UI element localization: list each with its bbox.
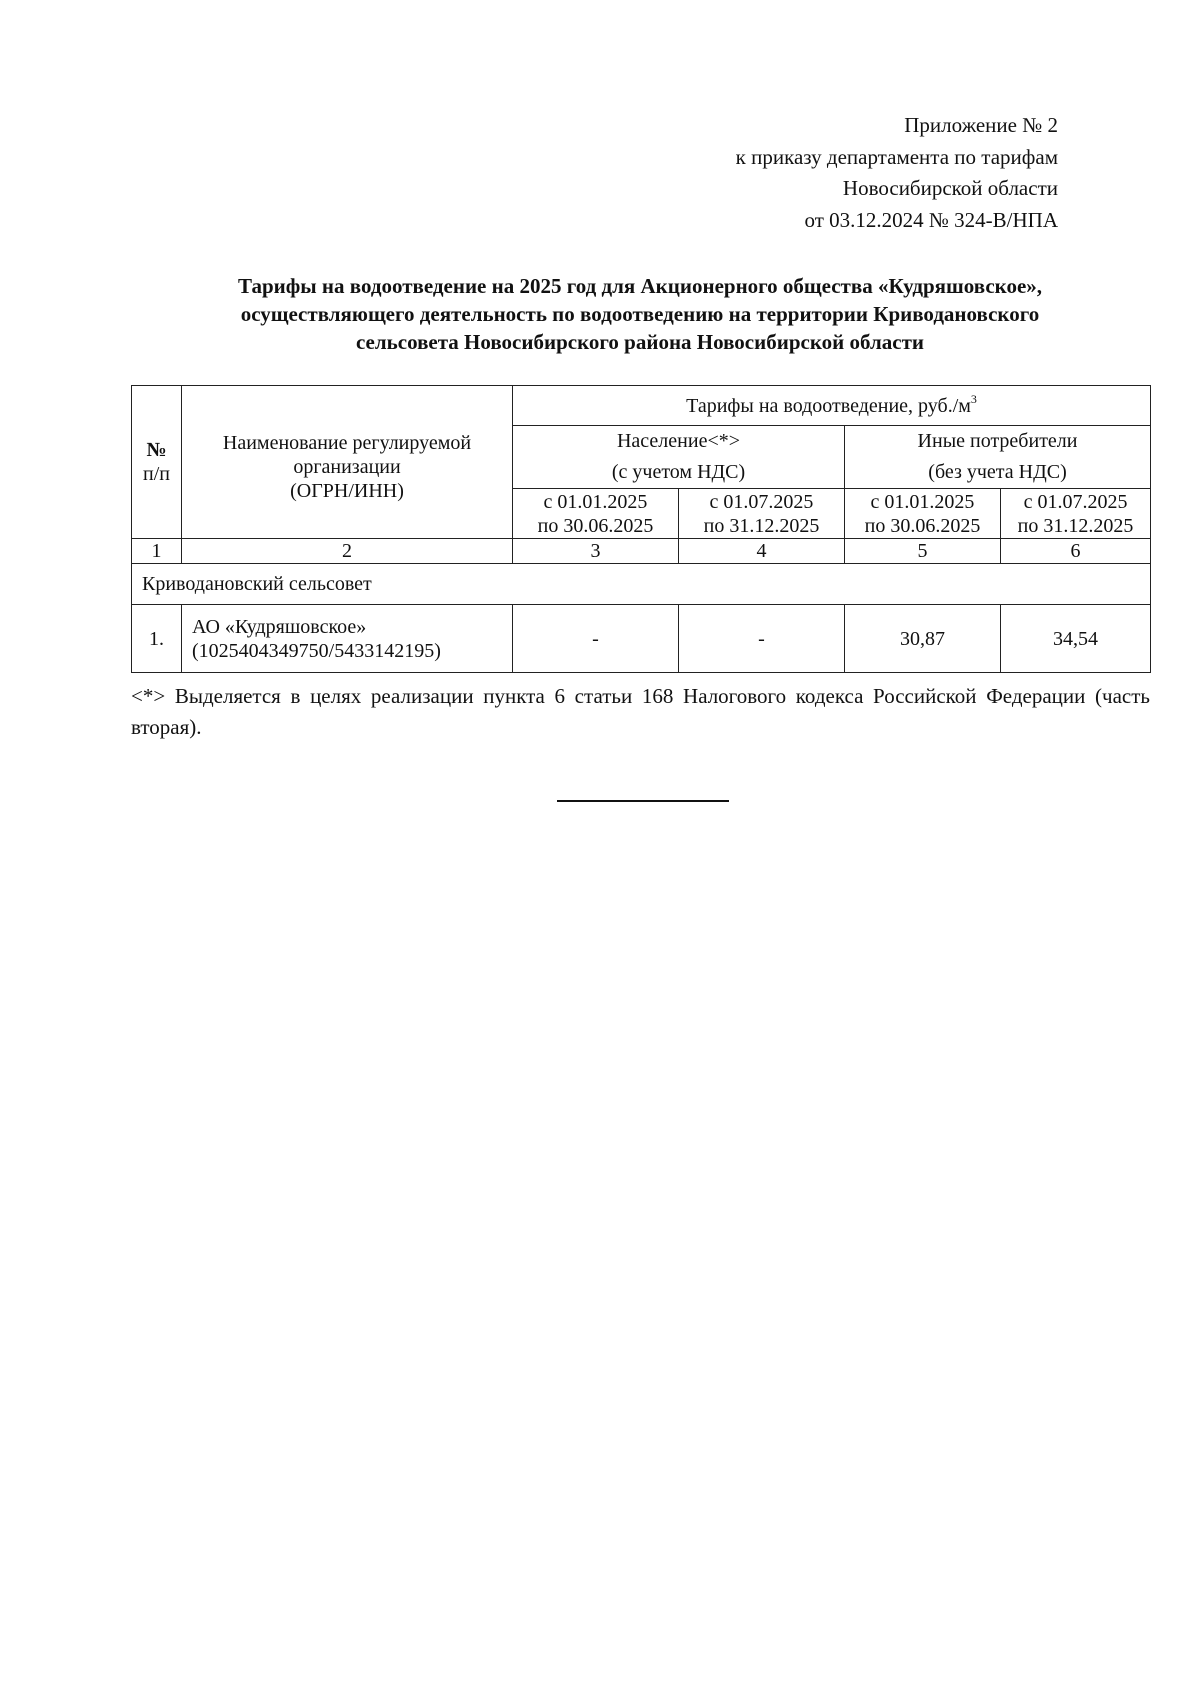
period-to: по 31.12.2025 bbox=[1017, 514, 1134, 537]
column-number: 3 bbox=[513, 539, 679, 564]
period-from: с 01.07.2025 bbox=[1023, 490, 1128, 513]
header-others-label: Иные потребители bbox=[917, 430, 1078, 452]
tariffs-table bbox=[131, 385, 1151, 673]
period-cell bbox=[513, 489, 679, 539]
document-title bbox=[132, 272, 1148, 356]
title-line-3: сельсовета Новосибирского района Новосибирской области bbox=[355, 330, 924, 354]
period-cell bbox=[679, 489, 845, 539]
column-number: 2 bbox=[182, 539, 513, 564]
header-row-main bbox=[132, 386, 1151, 426]
header-tariffs-cell bbox=[513, 386, 1151, 426]
footnote: <*> Выделяется в целях реализации пункта 6 статьи 168 Налогового кодекса Российской Федерации (часть вторая). bbox=[131, 684, 1150, 739]
column-number: 6 bbox=[1001, 539, 1151, 564]
column-number: 4 bbox=[679, 539, 845, 564]
header-others-cell bbox=[845, 426, 1151, 489]
period-cell bbox=[1001, 489, 1151, 539]
header-num-sign: № bbox=[146, 439, 167, 461]
period-cell bbox=[845, 489, 1001, 539]
header-org-line-3: (ОГРН/ИНН) bbox=[290, 480, 404, 502]
appendix-number: Приложение № 2 bbox=[904, 113, 1058, 137]
header-tariffs-label: Тарифы на водоотведение, руб./м bbox=[686, 394, 971, 417]
appendix-header bbox=[736, 110, 1058, 236]
period-from: с 01.01.2025 bbox=[543, 490, 648, 513]
period-to: по 31.12.2025 bbox=[703, 514, 820, 537]
period-from: с 01.07.2025 bbox=[709, 490, 814, 513]
org-ids: (1025404349750/5433142195) bbox=[192, 639, 441, 662]
column-number: 5 bbox=[845, 539, 1001, 564]
end-separator-line bbox=[557, 800, 729, 802]
header-population-vat: (с учетом НДС) bbox=[611, 461, 746, 483]
tariff-others-h1: 30,87 bbox=[845, 605, 1001, 673]
section-row bbox=[132, 564, 1151, 605]
tariff-population-h2: - bbox=[679, 605, 845, 673]
header-others-vat: (без учета НДС) bbox=[928, 461, 1067, 483]
appendix-order-date: от 03.12.2024 № 324-В/НПА bbox=[804, 207, 1058, 232]
org-name: АО «Кудряшовское» bbox=[192, 615, 367, 638]
title-line-2: осуществляющего деятельность по водоотведению на территории Криводановского bbox=[240, 302, 1040, 326]
header-population-cell bbox=[513, 426, 845, 489]
header-tariffs-sup: 3 bbox=[970, 391, 977, 406]
tariff-others-h2: 34,54 bbox=[1001, 605, 1151, 673]
tariff-population-h1: - bbox=[513, 605, 679, 673]
column-number: 1 bbox=[132, 539, 182, 564]
table-row bbox=[132, 605, 1151, 673]
header-population-label: Население<*> bbox=[616, 430, 741, 452]
period-to: по 30.06.2025 bbox=[864, 514, 981, 537]
appendix-region: Новосибирской области bbox=[842, 176, 1058, 200]
org-cell bbox=[182, 605, 513, 673]
header-num-pp: п/п bbox=[143, 463, 170, 485]
title-line-1: Тарифы на водоотведение на 2025 год для Акционерного общества «Кудряшовское», bbox=[237, 274, 1043, 298]
period-from: с 01.01.2025 bbox=[870, 490, 975, 513]
section-title: Криводановский сельсовет bbox=[132, 564, 1151, 605]
header-num-cell bbox=[132, 386, 182, 539]
appendix-order-ref: к приказу департамента по тарифам bbox=[735, 144, 1058, 169]
period-to: по 30.06.2025 bbox=[537, 514, 654, 537]
column-numbers-row bbox=[132, 539, 1151, 564]
header-org-cell bbox=[182, 386, 513, 539]
row-number: 1. bbox=[132, 605, 182, 673]
header-org-line-2: организации bbox=[293, 456, 401, 478]
header-org-line-1: Наименование регулируемой bbox=[222, 432, 472, 454]
